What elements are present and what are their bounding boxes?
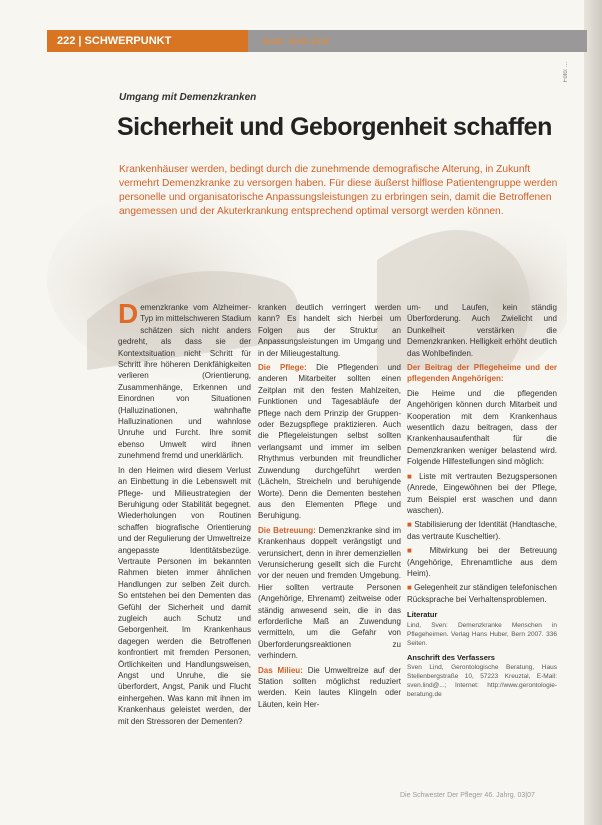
section-label: 222 | SCHWERPUNKT [47, 30, 248, 52]
bullet-icon: ■ [407, 471, 415, 481]
literature-heading: Literatur [407, 610, 438, 620]
subheading-beitrag: Der Beitrag der Pflegeheime und der pflegenden Angehörigen: [407, 363, 557, 384]
photo-credit: Foto: ... [563, 62, 569, 83]
article-kicker: Umgang mit Demenzkranken [119, 92, 257, 103]
author-address-heading: Anschrift des Verfassers [407, 652, 495, 662]
paragraph: Die Umweltreize auf der Station sollten möglichst reduziert werden. Kein lautes Klingeln oder Läuten, kein Her- [258, 665, 401, 709]
subheading-betreuung: Die Betreuung: [258, 525, 316, 535]
paragraph: kranken deutlich verringert werden kann? Es handelt sich hierbei um Folgen aus der Struktur an Anpassungsleistungen im Umgang und in der Milieugestaltung. [258, 303, 401, 358]
paragraph: Die Heime und die pflegenden Angehörigen können durch Mitarbeit und Kooperation mit dem Krankenhaus wesentlich dazu beitragen, dass der Krankenhausaufenthalt für die Demenzkranken weniger belastend wird. Folgende Hilfestellungen sind möglich: [407, 388, 557, 467]
subheading-milieu: Das Milieu: [258, 665, 303, 675]
paragraph: um- und Laufen, kein ständig Überforderung. Auch Zwielicht und Dunkelheit verstärken die Demenzkranken. Helligkeit erhöht deutlich das Wohlbefinden. [407, 303, 557, 358]
bullet-icon: ■ [407, 583, 412, 593]
body-column-2 [258, 302, 401, 713]
author-label: Autor: Sven Lind [262, 36, 329, 46]
dropcap: D [118, 298, 139, 329]
literature-text: Lind, Sven: Demenzkranke Menschen in Pflegeheimen. Verlag Hans Huber, Bern 2007. 336 Seiten. [407, 621, 557, 647]
list-item: Liste mit vertrauten Bezugspersonen (Anrede, Eingewöhnen bei der Pflege, zum Beispiel erst waschen und dann waschen). [407, 471, 557, 515]
bullet-icon: ■ [407, 546, 420, 556]
paragraph: In den Heimen wird diesem Verlust an Einbettung in die Lebenswelt mit Pflege- und Milieustrategien der Beruhigung oder Stabilität begegnet. Wiederholungen von Routinen schaffen biografische Orientierung und der Regulierung der Umweltreize angepasste Identitätsbezüge. Vertraute Personen im bekannten Rahmen bieten immer ähnlichen Handlungen zur selben Zeit durch. So entstehen bei den Dementen das Gefühl der Sicherheit und damit zugleich auch Schutz und Geborgenheit. Im Krankenhaus dagegen werden die Betroffenen konfrontiert mit fremden Personen, Örtlichkeiten und Handlungsweisen, Angst und Unruhe, die sie überfordert, Angst, Panik und Flucht einhergehen. Was kann mit ihnen im Krankenhaus geleistet werden, der mit den Stressoren der Dementen? [118, 465, 251, 726]
paragraph: emenzkranke vom Alzheimer-Typ im mittelschweren Stadium schätzen sich nicht anders gedreht, als dass sie der Kontextsituation nicht Schritt für Schritt ihre höheren Denkfähigkeiten verlieren (Orientierung, Zusammenhänge, Erkennen und Einordnen von Situationen (Halluzinationen, wahnhafte Halluzinationen und wahnlose Unruhe und Furcht. Ihre somit ebenso Umwelt wird ihnen zunehmend fremd und unerklärlich. [118, 303, 251, 461]
paragraph: Demenzkranke sind im Krankenhaus doppelt verängstigt und verunsichert, denn in ihrer demenziellen Verunsicherung gesellt sich die Furcht vor der neuen und fremden Umgebung. Hier sollten vertraute Personen (Angehörige, Ehrenamt) zeitweise oder ständig anwesend sein, die in das erforderliche Maß an Zuwendung vermitteln, um die Gefahr von Überforderungsreaktionen zu verhindern. [258, 525, 401, 661]
page-footer: Die Schwester Der Pfleger 46. Jahrg. 03|07 [400, 792, 535, 799]
article-lead: Krankenhäuser werden, bedingt durch die zunehmende demografische Alterung, in Zukunft vermehrt Demenzkranke zu versorgen haben. Für diese äußerst hilflose Patientengruppe werden personelle und organisatorische Anpassungsleistungen zu erbringen sein, damit die Betroffenen angemessen und der Akuterkrankung entsprechend optimal versorgt werden können. [119, 164, 558, 217]
list-item: Mitwirkung bei der Betreuung (Angehörige, Ehrenamtliche aus dem Heim). [407, 546, 557, 578]
body-column-1 [118, 298, 251, 730]
paragraph: Die Pflegenden und anderen Mitarbeiter sollten einen Zeitplan mit den festen Mahlzeiten, Funktionen und Tagesabläufe der Pflege nach dem Prinzip der Gruppen- oder Bezugspflege praktizieren. Auch die Pflegeleistungen selbst sollten verlangsamt und immer im selben Rhythmus verbunden mit freundlicher Zuwendung durchgeführt werden (Lächeln, Streicheln und beruhigende Worte). Denn die Dementen bestehen aus den Elementen Pflege und Beruhigung. [258, 363, 402, 521]
subheading-pflege: Die Pflege: [258, 363, 307, 373]
list-item: Stabilisierung der Identität (Handtasche, das vertraute Kuscheltier). [407, 520, 557, 541]
author-address-text: Sven Lind, Gerontologische Beratung, Haus Stellenbergstraße 10, 57223 Kreuztal, E-Mail: sven.lind@...; Internet: http://www.gerontologie-beratung.de [407, 663, 557, 698]
bullet-icon: ■ [407, 520, 412, 530]
list-item: Gelegenheit zur ständigen telefonischen Rücksprache bei Verhaltensproblemen. [407, 583, 557, 604]
article-title: Sicherheit und Geborgenheit schaffen [117, 113, 552, 141]
page-spine-shadow [584, 0, 602, 825]
body-column-3 [407, 302, 557, 699]
